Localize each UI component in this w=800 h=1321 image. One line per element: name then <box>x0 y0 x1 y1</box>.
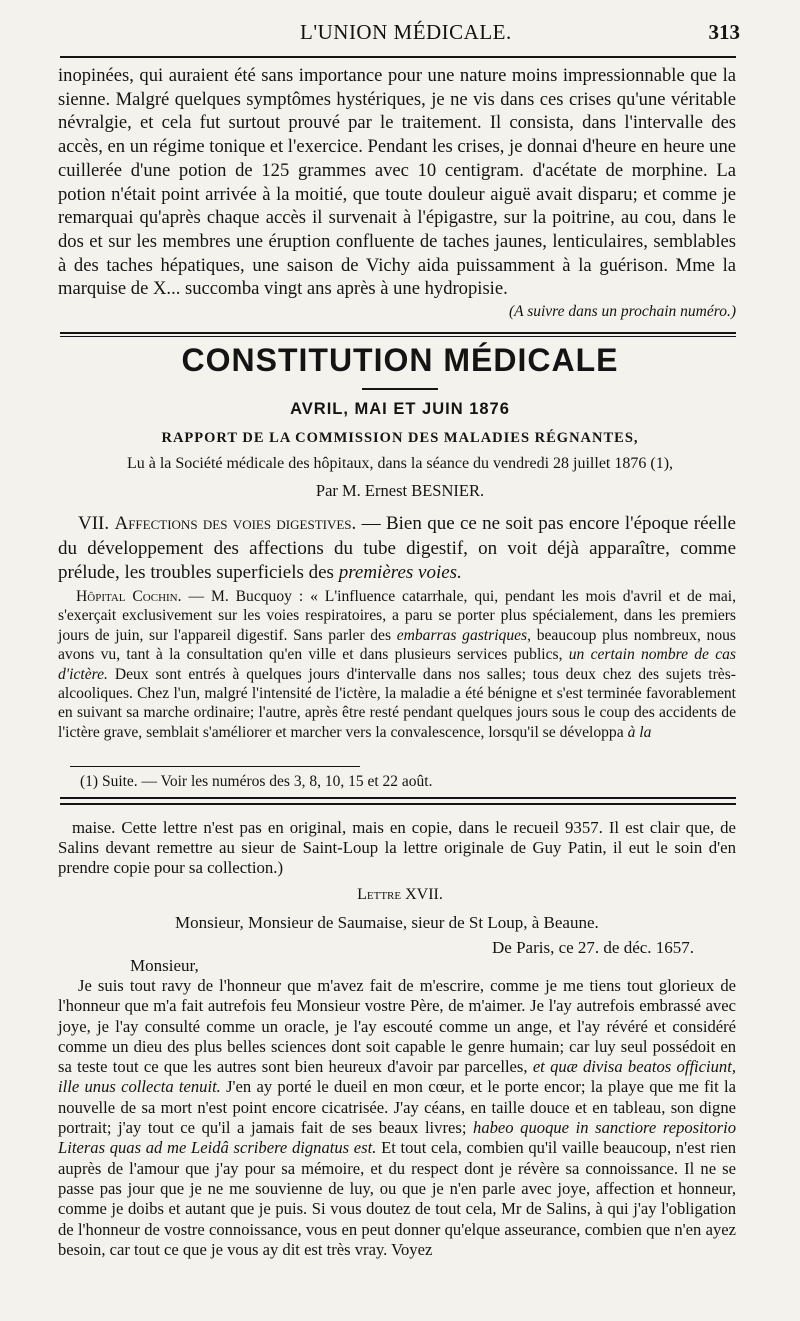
title-underline <box>362 388 438 390</box>
cochin-paragraph <box>58 587 736 742</box>
read-at-line: Lu à la Société médicale des hôpitaux, dans la séance du vendredi 28 juillet 1876 (1), <box>126 455 674 472</box>
page-header <box>60 18 740 48</box>
footnote-rule <box>70 766 360 767</box>
section-rule-1 <box>60 332 736 334</box>
letter-title: Lettre XVII. <box>357 886 443 903</box>
letter-addressee: Monsieur, Monsieur de Saumaise, sieur de St Loup, à Beaune. <box>175 913 599 932</box>
letter-body <box>58 976 736 1260</box>
divider-rule-2 <box>60 803 736 805</box>
letter-text-1: Je suis tout ravy de l'honneur que m'avez fait de m'escrire, comme je me tiens tout glorieux de l'honneur que m'a fait autrefois feu Monsieur vostre Père, de m'aimer. Je l'ay autrefois embrassé avec joye, je l'ay consulté comme un oracle, je l'ay escouté comme un ange, et l'ay révéré et considéré comme un dieu des plus belles sciences dont soit capable le genre humain; car luy seul possédoit en sa teste tout ce que les autres sont bien heureux d'avoir par parcelles, <box>58 976 736 1077</box>
cochin-italic-2: un certain nombre de cas d'ictère. <box>58 646 736 683</box>
letter-dateline: De Paris, ce 27. de déc. 1657. <box>492 938 695 957</box>
page-number: 313 <box>708 20 740 44</box>
letter-latin-1: et quæ divisa beatos officiunt, ille unus collecta tenuit. <box>58 1057 736 1097</box>
letter-text-2: J'en ay porté le dueil en mon cœur, et le porte encor; la playe que me fit la nouvelle de sa mort n'est point encore cicatrisée. J'ay céans, en taille douce et en tableau, son digne portrait; j'ay tout ce qu'il a jamais fait de ses beaux livres; <box>58 1077 736 1138</box>
footnote: (1) Suite. — Voir les numéros des 3, 8, 10, 15 et 22 août. <box>80 773 433 790</box>
letter-latin-2: habeo quoque in sanctiore repositorio Literas quas ad me Leidâ scribere dignatus est. <box>58 1118 736 1158</box>
section-dates: AVRIL, MAI ET JUIN 1876 <box>290 400 510 418</box>
hospital-name: Hôpital Cochin. <box>76 588 182 605</box>
report-title: RAPPORT DE LA COMMISSION DES MALADIES RÉGNANTES, <box>161 430 639 446</box>
section-vii-number: VII. <box>78 513 110 534</box>
section-rule-2 <box>60 336 736 337</box>
doctor-name: — M. Bucquoy : <box>181 588 311 605</box>
author-line: Par M. Ernest BESNIER. <box>315 481 485 500</box>
section-title: CONSTITUTION MÉDICALE <box>181 342 619 378</box>
cochin-text-3: Deux sont entrés à quelques jours d'intervalle dans nos salles; tous deux chez des sujets très-alcooliques. Chez l'un, malgré l'intensité de l'ictère, la maladie a été bénigne et s'est terminée favorablement en suivant sa marche ordinaire; l'autre, après être resté pendant quelques jours sous le coup des accidents de l'ictère grave, semblait s'améliorer et marcher vers la convalescence, lorsqu'il se développa <box>58 665 736 741</box>
bottom-paragraph: maise. Cette lettre n'est pas en original, mais en copie, dans le recueil 9357. Il est clair que, de Salins devant remettre au sieur de Saint-Loup la lettre originale de Guy Patin, il eut le soin d'en prendre copie pour sa collection.) <box>58 818 736 878</box>
section-vii-text: — Bien que ce ne soit pas encore l'époque réelle du développement des affections du tube digestif, on voit déjà apparaître, comme prélude, les troubles superficiels des <box>58 513 736 583</box>
top-paragraph: inopinées, qui auraient été sans importance pour une nature moins impressionnable que la sienne. Malgré quelques symptômes hystériques, je ne vis dans ces crises qu'une véritable névralgie, et cela fut surtout prouvé par le traitement. Il consista, dans l'intervalle des accès, en un régime tonique et l'exercice. Pendant les crises, je donnai d'heure en heure une cuillerée d'une potion de 125 grammes avec 10 centigram. d'acétate de morphine. La potion n'était point arrivée à la moitié, que toute douleur aiguë avait disparu; et comme je remarquai qu'après chaque accès il survenait à l'épigastre, sur la poitrine, au cou, dans le dos et sur les membres une éruption confluente de taches jaunes, lenticulaires, semblables à des taches hépatiques, une saison de Vichy aida puissamment à la guérison. Mme la marquise de X... succomba vingt ans après à une hydropisie. <box>58 65 736 300</box>
letter-text-3: Et tout cela, combien qu'il vaille beaucoup, n'est rien auprès de l'amour que j'ay pour sa mémoire, et du respect dont je révère sa connoissance. Il ne se passe pas jour que je ne me souvienne de luy, ou que je n'en parle avec joye, affection et honneur, comme je doibs et autant que je puis. Si vous doutez de tout cela, Mr de Salins, à qui j'ay l'obligation de l'honneur de vostre connoissance, vous en peut donner qu'elque asseurance, combien que n'en ayez besoin, car tout ce que je vous ay dit est très vray. Voyez <box>58 1138 736 1259</box>
section-vii-heading: Affections des voies digestives. <box>114 513 357 534</box>
cochin-text-1: « L'influence catarrhale, qui, pendant les mois d'avril et de mai, s'exerçait exclusivement sur les voies respiratoires, a paru se porter plus spécialement, dans les premiers jours de juin, sur l'appareil digestif. Sans parler des <box>58 588 736 644</box>
continued-note: (A suivre dans un prochain numéro.) <box>508 303 736 320</box>
running-title: L'UNION MÉDICALE. <box>300 20 512 44</box>
section-vii-paragraph <box>58 512 736 586</box>
cochin-italic-3: à la <box>627 723 652 741</box>
letter-salutation: Monsieur, <box>130 956 199 975</box>
cochin-text-2: beaucoup plus nombreux, nous avons vu, tant à la consultation qu'en ville et dans plusieurs services publics, <box>58 626 737 664</box>
header-rule <box>60 56 736 58</box>
section-vii-emphasis: premières voies. <box>338 562 462 583</box>
divider-rule-1 <box>60 797 736 799</box>
cochin-italic-1: embarras gastriques, <box>396 626 532 644</box>
